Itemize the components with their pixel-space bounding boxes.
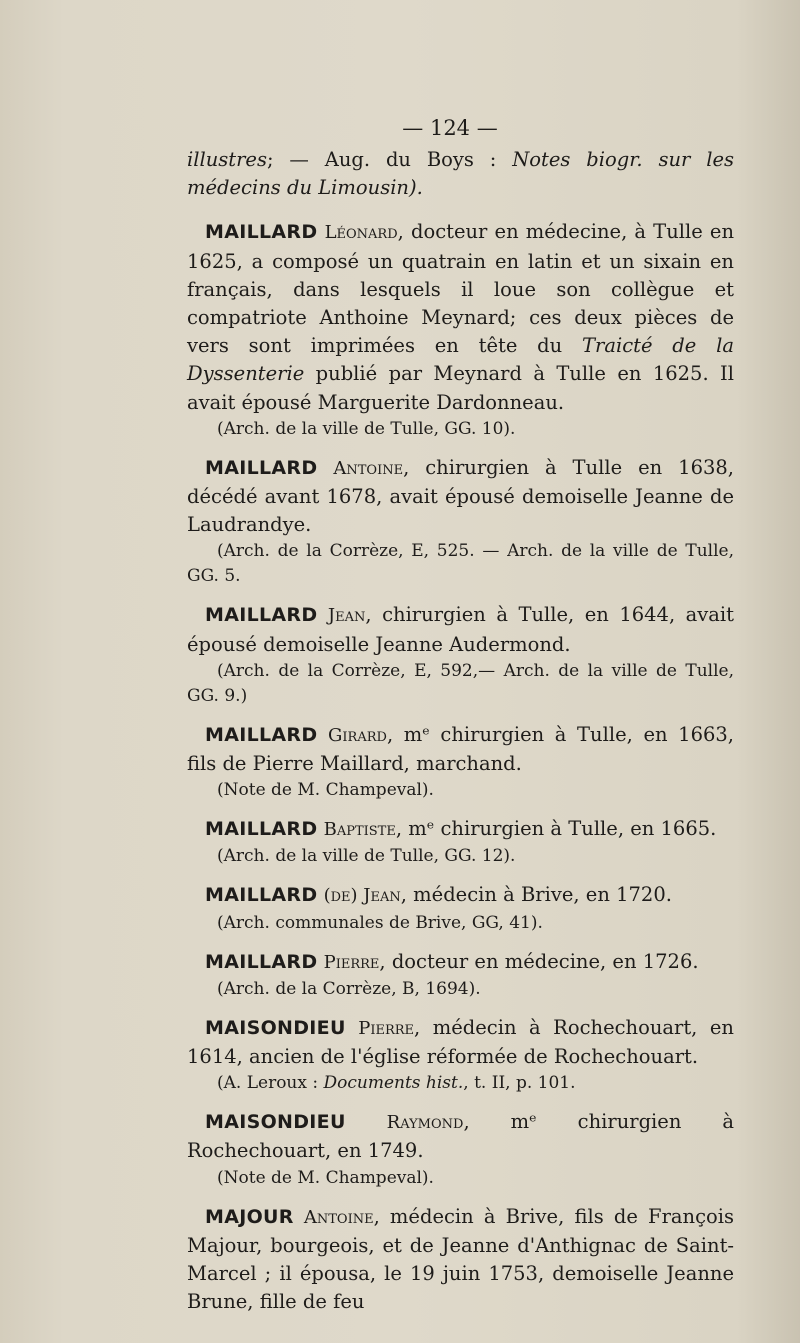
entry-maillard-de-jean [187,881,734,935]
entry-text: , mᵉ chirurgien à Tulle, en 1665. [395,817,717,841]
entry-surname: MAILLARD [205,884,318,907]
entry-source: (Note de M. Champeval). [217,780,434,801]
entry-surname: MAILLARD [205,456,318,479]
entry-surname: MAILLARD [205,723,318,746]
entry-text: , médecin à Brive, fils de François Majour, bourgeois, et de Jeanne d'Anthignac de Saint-Marcel ; il épousa, le 19 juin 1753, demoiselle Jeanne Brune, fille de feu [187,1204,734,1314]
source-suffix: , t. II, p. 101. [463,1073,576,1094]
entry-source: (Note de M. Champeval). [217,1167,434,1188]
entry-text-2: publié par Meynard à Tulle en 1625. Il avait épousé Marguerite Dardonneau. [187,362,734,414]
entry-source: (Arch. de la ville de Tulle, GG. 12). [217,846,516,867]
entry-maillard-girard [187,721,734,803]
entry-surname: MAJOUR [205,1205,294,1228]
source-prefix: (A. Leroux : [217,1073,324,1094]
entry-text: , chirurgien à Tulle, en 1644, avait épousé demoiselle Jeanne Audermond. [187,603,735,656]
entry-source: (Arch. de la Corrèze, B, 1694). [217,978,481,999]
entry-given-name: (de) Jean [323,885,401,907]
entry-surname: MAILLARD [205,604,318,627]
entry-maillard-jean [187,601,734,708]
entry-surname: MAISONDIEU [205,1016,346,1039]
intro-text: ; — Aug. du Boys : [266,148,513,171]
entry-surname: MAILLARD [205,221,318,244]
page-content [187,146,734,1328]
entry-maisondieu-raymond [187,1108,734,1190]
entry-given-name: Baptiste [323,819,396,841]
entry-source: (Arch. de la ville de Tulle, GG. 10). [217,418,516,439]
entry-source [187,1071,734,1096]
entry-given-name: Girard [328,724,387,746]
entry-given-name: Léonard [324,222,398,244]
entry-maillard-antoine [187,454,734,590]
entry-surname: MAILLARD [205,818,318,841]
entry-maillard-baptiste [187,815,734,869]
entry-text: , mᵉ chirurgien à Rochechouart, en 1749. [187,1110,735,1163]
entry-maisondieu-pierre [187,1014,734,1096]
entry-source: (Arch. de la Corrèze, E, 525. — Arch. de la ville de Tulle, GG. 5. [187,541,734,587]
intro-italic-1: illustres [187,148,267,171]
entry-source: (Arch. communales de Brive, GG, 41). [217,912,543,933]
intro-paragraph [187,146,734,202]
entry-text: , docteur en médecine, à Tulle en 1625, a composé un quatrain en latin et un sixain en français, dans lesquels il loue son collègue et compatriote Anthoine Meynard; ces deux pièces de vers sont imprimées en tête du [187,220,735,358]
entry-given-name: Antoine [333,457,404,479]
entry-majour-antoine [187,1203,734,1317]
entry-maillard-pierre [187,948,734,1002]
entry-surname: MAILLARD [205,950,318,973]
entry-italic-title: Traicté de la Dyssenterie [187,334,734,386]
entry-text: , chirurgien à Tulle en 1638, décédé avant 1678, avait épousé demoiselle Jeanne de Laudrandye. [187,455,735,537]
entry-text: , médecin à Brive, en 1720. [400,883,672,907]
entry-given-name: Pierre [323,951,380,973]
entry-text: , docteur en médecine, en 1726. [379,949,699,973]
entry-given-name: Antoine [303,1206,374,1228]
entry-maillard-leonard [187,218,734,441]
entry-surname: MAISONDIEU [205,1111,346,1134]
source-italic-title: Documents hist. [323,1073,464,1094]
page-number: — 124 — [402,116,498,140]
entry-text: , médecin à Rochechouart, en 1614, ancien de l'église réformée de Rochechouart. [187,1015,734,1069]
entry-given-name: Pierre [358,1017,415,1039]
entry-source: (Arch. de la Corrèze, E, 592,— Arch. de la ville de Tulle, GG. 9.) [187,660,734,706]
intro-italic-2: Notes biogr. sur les médecins du Limousin). [187,148,734,200]
entry-given-name: Raymond [386,1112,464,1134]
entry-text: , mᵉ chirurgien à Tulle, en 1663, fils de Pierre Maillard, marchand. [187,722,734,776]
entry-given-name: Jean [327,605,366,627]
